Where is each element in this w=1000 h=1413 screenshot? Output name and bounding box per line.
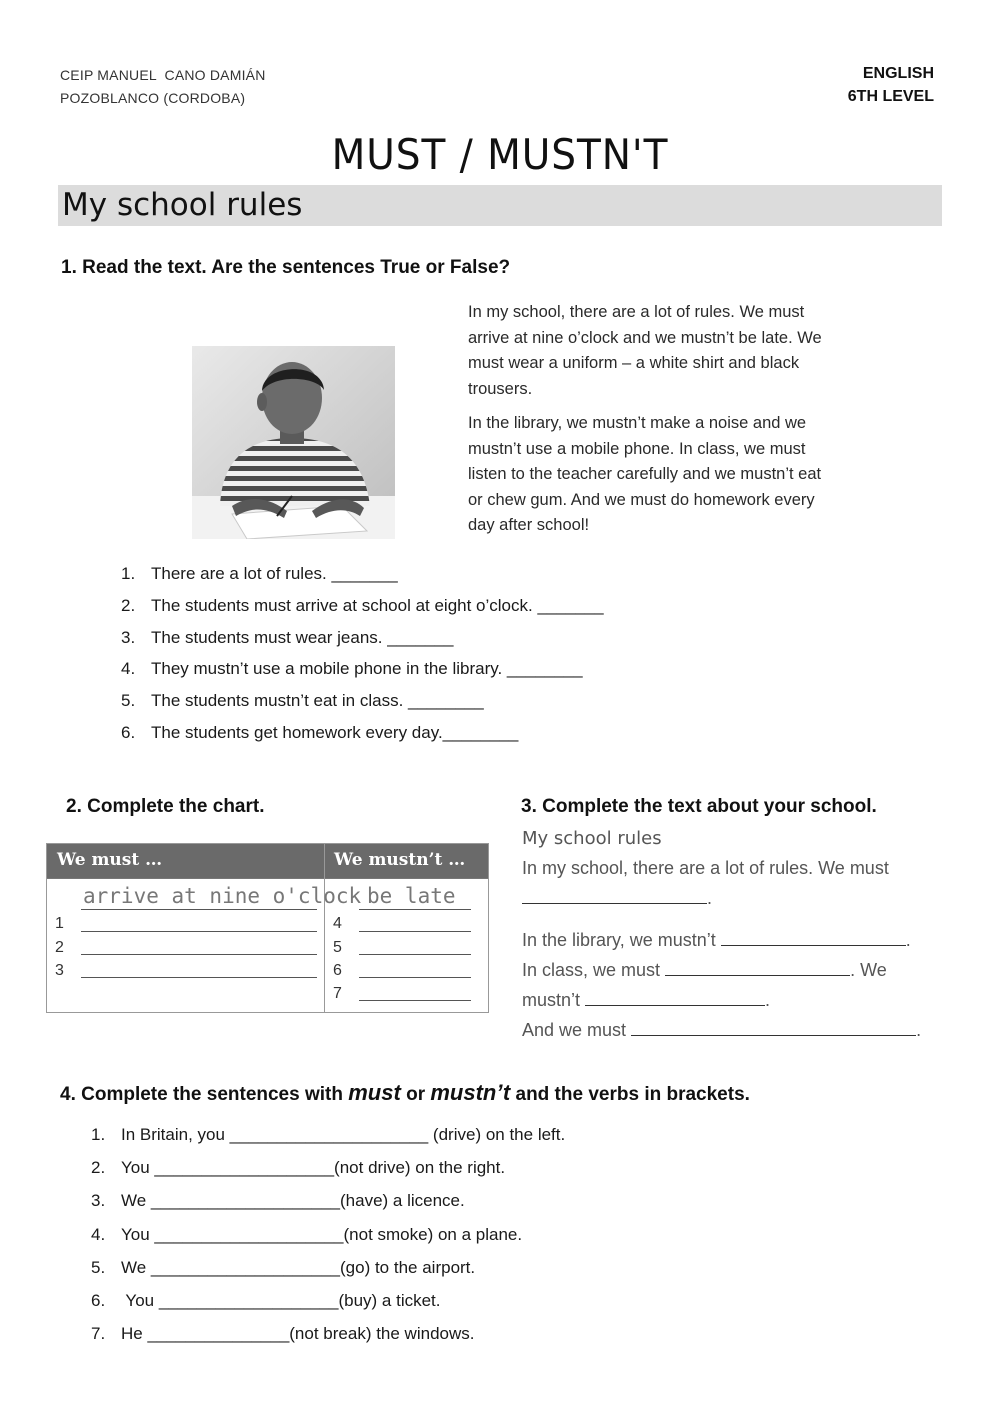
line-text: In the library, we mustn’t: [522, 930, 716, 950]
item-number: 2.: [91, 1158, 106, 1178]
item-number: 2.: [121, 595, 136, 615]
answer-blank[interactable]: [631, 1021, 916, 1036]
example-must: arrive at nine o'clock: [83, 884, 362, 908]
line-text: mustn’t: [522, 990, 581, 1010]
item-number: 6.: [91, 1290, 106, 1310]
text-subtitle: My school rules: [522, 828, 662, 849]
period: .: [707, 888, 713, 908]
answer-line[interactable]: [81, 977, 317, 978]
item-number: 6.: [121, 722, 136, 742]
passage-paragraph-1: In my school, there are a lot of rules. We must arrive at nine o’clock and we mustn’t be late. We must wear a uniform – a white shirt and black trousers.: [468, 303, 822, 398]
row-number: 3: [55, 962, 64, 979]
item-number: 4.: [121, 659, 136, 679]
item-number: 7.: [91, 1324, 106, 1344]
item-text: The students mustn’t eat in class. ________: [151, 691, 484, 711]
period: .: [905, 930, 911, 950]
band-title: My school rules: [62, 187, 303, 223]
row-number: 5: [333, 939, 342, 956]
text-line-2: [522, 888, 712, 909]
heading-text: or: [400, 1084, 431, 1105]
row-number: 7: [333, 985, 342, 1002]
answer-blank[interactable]: [721, 931, 906, 946]
text-line-1: In my school, there are a lot of rules. We must: [522, 858, 889, 878]
reading-passage: [468, 300, 838, 548]
item-number: 1.: [121, 564, 136, 583]
heading-mustnt: mustn’t: [430, 1080, 511, 1105]
col-mustnt-header: We mustn’t …: [334, 850, 466, 870]
item-text: We ____________________(go) to the airport.: [121, 1257, 476, 1277]
answer-line[interactable]: [359, 954, 471, 955]
answer-line[interactable]: [81, 931, 317, 932]
example-underline: [81, 909, 317, 910]
answer-blank[interactable]: [585, 991, 765, 1006]
row-number: 6: [333, 962, 342, 979]
col-must-header: We must …: [57, 850, 163, 870]
text-line-6: [522, 1020, 921, 1041]
school-name: CEIP MANUEL CANO DAMIÁN: [60, 67, 266, 83]
row-number: 2: [55, 939, 64, 956]
text-line-4: [522, 960, 887, 981]
section-band: [58, 185, 942, 226]
answer-line[interactable]: [359, 931, 471, 932]
header-separator: [47, 878, 488, 879]
school-info: [60, 64, 266, 110]
student-writing-photo: [192, 346, 395, 539]
row-number: 4: [333, 915, 342, 932]
answer-line[interactable]: [359, 1000, 471, 1001]
column-divider: [324, 844, 325, 1012]
answer-line[interactable]: [359, 977, 471, 978]
exercise4-heading: [60, 1080, 750, 1106]
period: .: [916, 1020, 922, 1040]
item-text: He _______________(not break) the windows.: [121, 1324, 475, 1344]
item-number: 5.: [91, 1257, 106, 1277]
item-number: 3.: [121, 627, 136, 647]
example-underline: [359, 909, 471, 910]
item-text: There are a lot of rules. _______: [151, 564, 398, 583]
school-location: POZOBLANCO (CORDOBA): [60, 90, 246, 106]
level: 6TH LEVEL: [847, 88, 934, 105]
item-number: 4.: [91, 1224, 106, 1244]
answer-blank[interactable]: [522, 889, 707, 904]
answer-blank[interactable]: [665, 961, 850, 976]
text-line-3: [522, 930, 911, 951]
exercise3-heading: 3. Complete the text about your school.: [521, 796, 877, 817]
item-text: The students must wear jeans. _______: [151, 627, 454, 647]
item-number: 3.: [91, 1191, 106, 1211]
answer-line[interactable]: [81, 954, 317, 955]
exercise1-heading: 1. Read the text. Are the sentences True or False?: [61, 257, 511, 278]
item-text: You ___________________(buy) a ticket.: [121, 1290, 441, 1310]
item-text: You ____________________(not smoke) on a plane.: [121, 1224, 523, 1244]
line-text: . We: [850, 960, 887, 980]
item-text: They mustn’t use a mobile phone in the library. ________: [151, 659, 583, 679]
item-text: We ____________________(have) a licence.: [121, 1191, 465, 1211]
subject: ENGLISH: [862, 65, 934, 82]
item-number: 5.: [121, 691, 136, 711]
period: .: [765, 990, 771, 1010]
heading-text: and the verbs in brackets.: [510, 1084, 750, 1105]
line-text: And we must: [522, 1020, 627, 1040]
text-line-5: [522, 990, 770, 1011]
example-mustnt: be late: [367, 884, 456, 908]
item-text: You ___________________(not drive) on the right.: [121, 1158, 506, 1178]
heading-text: 4. Complete the sentences with: [60, 1084, 349, 1105]
chart-header: [47, 844, 488, 878]
item-text: In Britain, you _____________________ (drive) on the left.: [121, 1125, 566, 1144]
must-mustnt-chart: [46, 843, 489, 1013]
passage-paragraph-2: In the library, we mustn’t make a noise and we mustn’t use a mobile phone. In class, we must listen to the teacher carefully and we mustn’t eat or chew gum. And we must do homework every day after school!: [468, 414, 822, 534]
item-text: The students get homework every day.________: [151, 722, 519, 742]
line-text: In class, we must: [522, 960, 661, 980]
item-number: 1.: [91, 1125, 106, 1144]
exercise2-heading: 2. Complete the chart.: [66, 796, 265, 817]
course-info: [848, 62, 934, 108]
item-text: The students must arrive at school at eight o’clock. _______: [151, 595, 604, 615]
heading-must: must: [348, 1080, 401, 1105]
page-title: MUST / MUSTN'T: [331, 130, 669, 179]
row-number: 1: [55, 915, 64, 932]
